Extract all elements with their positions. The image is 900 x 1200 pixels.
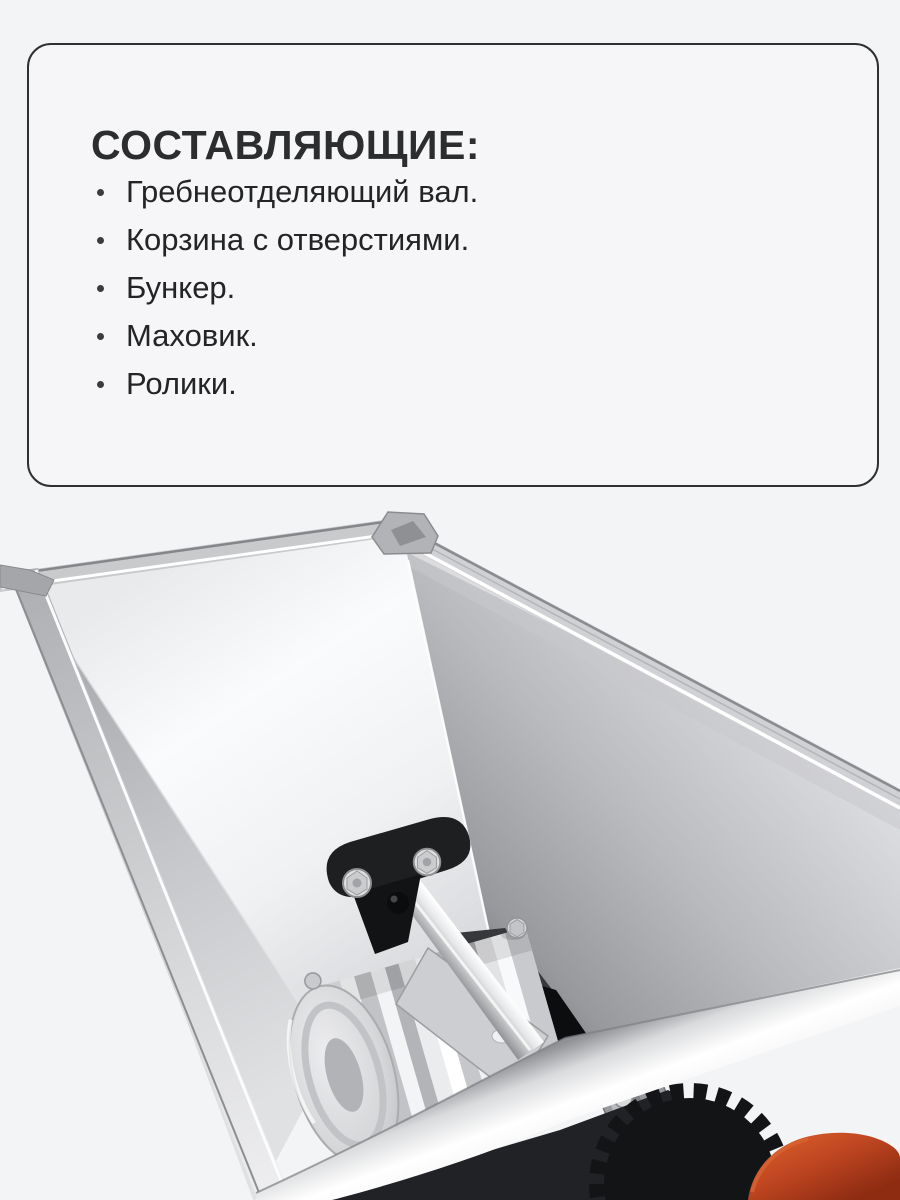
list-item-label: Маховик. (126, 318, 258, 353)
card-title: СОСТАВЛЯЮЩИЕ: (91, 122, 480, 168)
list-item-label: Корзина с отверстиями. (126, 222, 470, 257)
list-item (97, 216, 837, 264)
bullet-dot (97, 189, 104, 196)
hopper-photo-illustration (0, 490, 900, 1200)
bullet-dot (97, 333, 104, 340)
list-item-label: Гребнеотделяющий вал. (126, 174, 479, 209)
list-item-label: Бункер. (126, 270, 236, 305)
list-item (97, 360, 837, 408)
bearing-bolt (414, 849, 441, 876)
bullet-dot (97, 237, 104, 244)
bearing-boss-highlight (391, 896, 398, 903)
list-item (97, 264, 837, 312)
list-item (97, 312, 837, 360)
components-list (97, 168, 837, 408)
product-photo (0, 490, 900, 1200)
bullet-dot (97, 381, 104, 388)
list-item-label: Ролики. (126, 366, 237, 401)
bearing-boss (387, 892, 409, 914)
bearing-bolt (343, 869, 371, 897)
components-card (27, 43, 879, 487)
list-item (97, 168, 837, 216)
bullet-dot (97, 285, 104, 292)
